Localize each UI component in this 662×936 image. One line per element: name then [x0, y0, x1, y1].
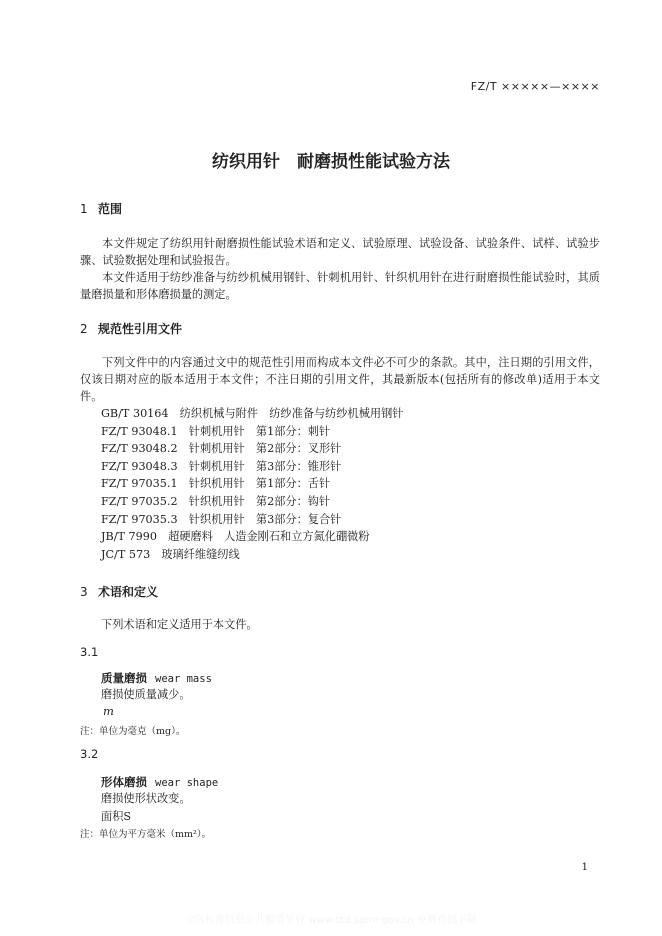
- section-3-heading: [80, 583, 158, 600]
- term-note: 注：单位为平方毫米（mm²）。: [80, 829, 212, 840]
- standard-code: FZ/T ×××××—××××: [470, 80, 600, 93]
- section-number: 2: [80, 322, 88, 336]
- reference-item: FZ/T 93048.1 针刺机用针 第1部分：刺针: [101, 424, 331, 438]
- term-number: 3.2: [80, 747, 99, 761]
- reference-item: GB/T 30164 纺织机械与附件 纺纱准备与纺纱机械用钢针: [101, 407, 404, 420]
- term-cn: 质量磨损: [101, 671, 147, 685]
- reference-item: JC/T 573 玻璃纤维缝纫线: [101, 547, 240, 561]
- reference-item: FZ/T 97035.1 针织机用针 第1部分：舌针: [101, 477, 331, 491]
- section-3-intro: 下列术语和定义适用于本文件。: [101, 618, 258, 631]
- term-heading: [101, 670, 212, 686]
- section-1-heading: [80, 200, 122, 217]
- term-symbol: m: [103, 704, 114, 718]
- section-1-body: [80, 235, 600, 303]
- reference-list: [101, 405, 403, 563]
- watermark-footer: 全国标准信息公共服务平台 www.std.samr.gov.cn 免费查阅下载: [185, 915, 477, 926]
- paragraph: 本文件适用于纺纱准备与纺纱机械用钢针、针刺机用针、针织机用针在进行耐磨损性能试验时，其质量磨损量和形体磨损量的测定。: [80, 271, 600, 301]
- reference-item: FZ/T 93048.2 针刺机用针 第2部分：叉形针: [101, 442, 342, 456]
- term-heading: [101, 774, 218, 790]
- page-number: 1: [581, 862, 588, 873]
- section-2-intro: [80, 354, 600, 405]
- term-en: wear mass: [155, 673, 212, 685]
- term-note: 注：单位为毫克（mg）。: [80, 726, 186, 737]
- document-title: 纺织用针 耐磨损性能试验方法: [212, 152, 450, 172]
- term-symbol: 面积S: [101, 810, 132, 823]
- section-number: 3: [80, 585, 88, 599]
- term-definition: 磨损使形状改变。: [101, 792, 191, 805]
- paragraph: 下列文件中的内容通过文中的规范性引用而构成本文件必不可少的条款。其中，注日期的引用文件，仅该日期对应的版本适用于本文件；不注日期的引用文件，其最新版本(包括所有的修改单)适用于本文件。: [80, 356, 600, 403]
- reference-item: JB/T 7990 超硬磨料 人造金刚石和立方氮化硼微粉: [101, 530, 370, 544]
- paragraph: 本文件规定了纺织用针耐磨损性能试验术语和定义、试验原理、试验设备、试验条件、试样、试验步骤、试验数据处理和试验报告。: [80, 237, 600, 267]
- reference-item: FZ/T 97035.2 针织机用针 第2部分：钩针: [101, 494, 331, 508]
- section-2-heading: [80, 320, 182, 337]
- term-cn: 形体磨损: [101, 775, 147, 789]
- term-en: wear shape: [155, 777, 219, 789]
- section-title: 术语和定义: [98, 585, 159, 599]
- reference-item: FZ/T 93048.3 针刺机用针 第3部分：锥形针: [101, 459, 342, 473]
- section-number: 1: [80, 202, 88, 216]
- reference-item: FZ/T 97035.3 针织机用针 第3部分：复合针: [101, 512, 342, 526]
- term-definition: 磨损使质量减少。: [101, 688, 191, 701]
- section-title: 范围: [98, 202, 123, 216]
- section-title: 规范性引用文件: [98, 322, 183, 336]
- term-number: 3.1: [80, 645, 99, 659]
